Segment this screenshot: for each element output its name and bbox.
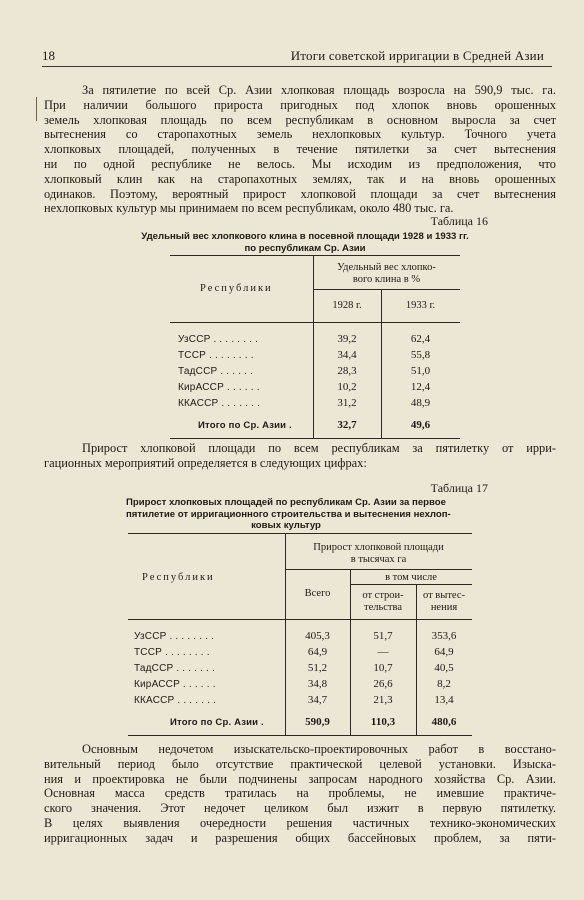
total-construction: 110,3 <box>370 716 396 728</box>
row-label: ККАССР . . . . . . . <box>178 398 261 409</box>
column-header-republics: Республики <box>200 283 273 294</box>
caption-line: Прирост хлопковых площадей по республикам Ср. Азии за первое <box>126 497 447 508</box>
row-label: ККАССР . . . . . . . <box>134 695 217 706</box>
header-line: Прирост хлопковой площади <box>313 542 444 553</box>
text-line: ского значения. Этот недочет целиком был изжит в первую пятилетку. <box>44 801 556 816</box>
total-displacement: 480,6 <box>431 716 457 728</box>
value-displacement: 13,4 <box>434 694 454 706</box>
row-label: УзССР . . . . . . . . <box>178 334 259 345</box>
value-1928: 31,2 <box>337 397 357 409</box>
text-line: В целях выявления очередности решения частичных технико-экономических <box>44 815 556 830</box>
value-1933: 48,9 <box>410 397 431 409</box>
row-label: УзССР . . . . . . . . <box>134 631 215 642</box>
value-construction: 10,7 <box>373 662 393 674</box>
rule <box>285 569 472 570</box>
text-line: При наличии большого прироста пригодных под хлопок вновь орошенных <box>44 97 556 112</box>
text-line: Основная масса средств тратилась на проблемы, не имевшие практиче- <box>44 786 556 801</box>
row-label: ТадССР . . . . . . <box>178 366 254 377</box>
value-1928: 39,2 <box>337 333 357 345</box>
text-line: хлопковый клин как на старопахотных землях, так и на вновь орошенных <box>44 171 556 186</box>
value-1928: 10,2 <box>337 381 357 393</box>
page-header <box>42 48 552 67</box>
text-line: ни по одной республике не велось. Мы исходим из предположения, что <box>44 156 556 171</box>
table16-label: Таблица 16 <box>430 214 488 228</box>
paragraph-2 <box>44 441 556 471</box>
total-1933: 49,6 <box>410 419 431 431</box>
value-1933: 12,4 <box>410 381 431 393</box>
value-total: 64,9 <box>307 646 328 658</box>
value-displacement: 8,2 <box>437 678 451 690</box>
text-line: нехлопковых культур мы принимаем по всем республикам, около 480 тыс. га. <box>44 201 454 216</box>
rule <box>313 289 460 290</box>
value-total: 51,2 <box>307 662 328 674</box>
column-header-displacement <box>416 590 472 613</box>
header-line: Удельный вес хлопко- <box>337 262 436 273</box>
rule <box>170 255 460 256</box>
rule <box>170 438 460 439</box>
row-label: КирАССР . . . . . . <box>134 679 216 690</box>
column-header-total: Всего <box>304 588 331 599</box>
value-total: 34,8 <box>307 678 328 690</box>
column-header-republics: Республики <box>142 572 215 583</box>
rule <box>170 322 460 323</box>
rule <box>128 619 472 620</box>
column-header-1933: 1933 г. <box>405 300 436 311</box>
running-title: Итоги советской ирригации в Средней Азии <box>290 48 544 63</box>
column-header-group <box>313 262 460 286</box>
value-displacement: 40,5 <box>434 662 454 674</box>
header-line: нения <box>430 601 458 613</box>
column-header-construction <box>350 590 416 613</box>
margin-pencil-mark <box>36 97 43 121</box>
header-line: от вытес- <box>422 590 465 601</box>
text-line: одинаков. Поэтому, вероятный прирост хлопковой площади за счет вытеснения <box>44 186 556 201</box>
row-label: ТадССР . . . . . . . <box>134 663 216 674</box>
header-line: в тысячах га <box>350 553 407 565</box>
total-1928: 32,7 <box>337 419 357 431</box>
header-line: вого клина в % <box>352 274 421 285</box>
column-header-including: в том числе <box>385 572 437 583</box>
text-line: Основным недочетом изыскательско-проектировочных работ в восстано- <box>82 742 556 756</box>
text-line: ния и проектировка не были подчинены запросам народного хозяйства Ср. Азии. <box>44 771 556 786</box>
table16-caption <box>110 231 500 254</box>
row-label: КирАССР . . . . . . <box>178 382 260 393</box>
caption-line: по республикам Ср. Азии <box>244 242 366 254</box>
text-line: земель хлопковая площадь по всем республикам в основном выросла за счет <box>44 112 556 127</box>
value-1933: 51,0 <box>410 365 431 377</box>
column-header-1928: 1928 г. <box>332 300 362 311</box>
table17-caption <box>126 497 486 532</box>
row-label: ТССР . . . . . . . . <box>134 647 210 658</box>
value-construction: 26,6 <box>373 678 393 690</box>
rule <box>350 584 472 585</box>
column-header-group <box>285 542 472 565</box>
row-label: ТССР . . . . . . . . <box>178 350 254 361</box>
table-17 <box>128 533 472 738</box>
paragraph-1 <box>44 83 556 216</box>
text-line: ирригационных задач и разрешения общих бассейновых проблем, за пяти- <box>44 830 556 845</box>
page-number: 18 <box>42 48 55 63</box>
value-1928: 28,3 <box>337 365 357 377</box>
total-row-label: Итого по Ср. Азии . <box>198 420 292 431</box>
total-total: 590,9 <box>305 716 330 728</box>
table17-label: Таблица 17 <box>430 481 488 495</box>
value-1933: 62,4 <box>410 333 431 345</box>
paragraph-3 <box>44 742 556 846</box>
text-line: хлопковых площадей, полученных в течение пятилетки за счет вытеснения <box>44 142 556 157</box>
header-line: тельства <box>363 601 402 613</box>
text-line: вительный период было отсутствие практической целевой установки. Изыска- <box>44 756 556 771</box>
table-16 <box>170 255 460 441</box>
value-1933: 55,8 <box>410 349 431 361</box>
value-displacement: 64,9 <box>434 646 454 658</box>
text-line: гационных мероприятий определяется в следующих цифрах: <box>44 455 367 470</box>
rule <box>128 533 472 534</box>
text-line: вытеснения со старопахотных земель нехлопковых культур. Точного учета <box>44 127 556 142</box>
caption-line: Удельный вес хлопкового клина в посевной площади 1928 и 1933 гг. <box>141 231 469 242</box>
value-1928: 34,4 <box>337 349 357 361</box>
value-construction: — <box>377 646 389 658</box>
rule <box>128 735 472 736</box>
text-line: Прирост хлопковой площади по всем республикам за пятилетку от ирри- <box>82 441 556 455</box>
value-displacement: 353,6 <box>431 630 457 642</box>
text-line: За пятилетие по всей Ср. Азии хлопковая площадь возросла на 590,9 тыс. га. <box>82 83 556 97</box>
value-total: 405,3 <box>305 630 330 642</box>
value-construction: 21,3 <box>373 694 393 706</box>
value-construction: 51,7 <box>373 630 393 642</box>
value-total: 34,7 <box>307 694 328 706</box>
caption-line: пятилетие от ирригационного строительства и вытеснения нехлоп- <box>126 508 451 520</box>
total-row-label: Итого по Ср. Азии . <box>170 717 264 728</box>
caption-line: ковых культур <box>251 520 321 531</box>
header-line: от строи- <box>362 590 404 601</box>
